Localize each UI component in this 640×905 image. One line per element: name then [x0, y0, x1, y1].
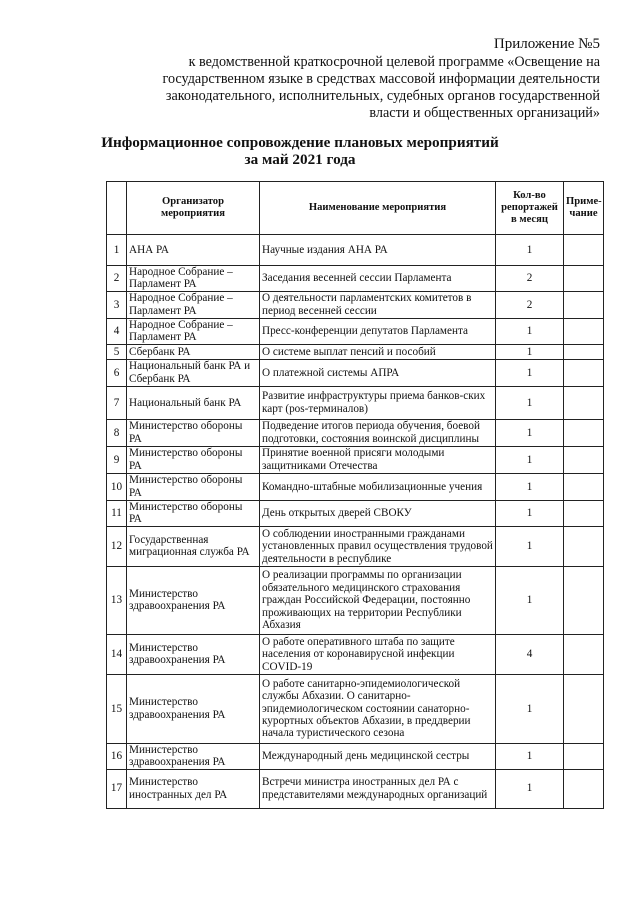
row-count: 1 [496, 359, 564, 386]
row-note [564, 266, 604, 292]
row-note [564, 235, 604, 266]
header-count: Кол-во репортажей в месяц [496, 182, 564, 235]
appendix-line: законодательного, исполнительных, судебных органов государственной [165, 88, 600, 104]
row-number: 11 [107, 500, 127, 526]
row-note [564, 500, 604, 526]
appendix-line: государственном языке в средствах массовой информации деятельности [162, 71, 600, 87]
table-row [107, 266, 604, 292]
row-event: О платежной системы АПРА [260, 359, 496, 386]
events-table [106, 181, 604, 809]
row-number: 17 [107, 769, 127, 808]
row-note [564, 634, 604, 674]
row-organizer: Министерство обороны РА [127, 500, 260, 526]
row-count: 1 [496, 674, 564, 743]
row-organizer: АНА РА [127, 235, 260, 266]
row-organizer: Министерство обороны РА [127, 419, 260, 446]
table-row [107, 500, 604, 526]
row-organizer: Сбербанк РА [127, 344, 260, 359]
row-number: 2 [107, 266, 127, 292]
row-organizer: Государственная миграционная служба РА [127, 526, 260, 566]
row-event: О работе санитарно-эпидемиологической службы Абхазии. О санитарно-эпидемиологическом состоянии санаторно-курортных объектов Абхазии, в преддверии начала туристического сезона [260, 674, 496, 743]
row-number: 7 [107, 386, 127, 419]
table-row [107, 386, 604, 419]
table-row [107, 674, 604, 743]
row-count: 1 [496, 743, 564, 769]
row-count: 1 [496, 419, 564, 446]
table-row [107, 566, 604, 634]
row-number: 3 [107, 291, 127, 318]
appendix-number: Приложение №5 [493, 36, 600, 52]
row-count: 1 [496, 566, 564, 634]
row-number: 13 [107, 566, 127, 634]
row-note [564, 291, 604, 318]
row-note [564, 419, 604, 446]
row-note [564, 674, 604, 743]
row-count: 1 [496, 318, 564, 344]
table-row [107, 446, 604, 473]
row-number: 1 [107, 235, 127, 266]
row-organizer: Министерство здравоохранения РА [127, 743, 260, 769]
row-number: 15 [107, 674, 127, 743]
row-note [564, 526, 604, 566]
row-organizer: Министерство обороны РА [127, 446, 260, 473]
title-line: за май 2021 года [244, 151, 356, 168]
row-organizer: Министерство здравоохранения РА [127, 634, 260, 674]
row-organizer: Министерство иностранных дел РА [127, 769, 260, 808]
row-event: О работе оперативного штаба по защите населения от коронавирусной инфекции COVID-19 [260, 634, 496, 674]
row-event: Подведение итогов периода обучения, боевой подготовки, состояния воинской дисциплины [260, 419, 496, 446]
row-event: Развитие инфраструктуры приема банков-ских карт (pos-терминалов) [260, 386, 496, 419]
header-organizer: Организатор мероприятия [127, 182, 260, 235]
row-number: 12 [107, 526, 127, 566]
table-row [107, 344, 604, 359]
header-event: Наименование мероприятия [260, 182, 496, 235]
row-number: 6 [107, 359, 127, 386]
row-number: 8 [107, 419, 127, 446]
row-count: 1 [496, 344, 564, 359]
row-count: 2 [496, 266, 564, 292]
table-row [107, 419, 604, 446]
row-number: 9 [107, 446, 127, 473]
table-row [107, 359, 604, 386]
document-title [100, 134, 500, 168]
row-note [564, 769, 604, 808]
table-row [107, 526, 604, 566]
row-event: Международный день медицинской сестры [260, 743, 496, 769]
row-organizer: Национальный банк РА [127, 386, 260, 419]
row-note [564, 344, 604, 359]
row-organizer: Народное Собрание – Парламент РА [127, 318, 260, 344]
row-note [564, 566, 604, 634]
table-row [107, 634, 604, 674]
appendix-line: власти и общественных организаций» [369, 105, 600, 121]
row-organizer: Министерство здравоохранения РА [127, 566, 260, 634]
row-number: 16 [107, 743, 127, 769]
row-event: О реализации программы по организации обязательного медицинского страхования граждан Российской Федерации, постоянно проживающих на территории Республики Абхазия [260, 566, 496, 634]
row-count: 1 [496, 473, 564, 500]
row-note [564, 473, 604, 500]
row-count: 1 [496, 769, 564, 808]
row-organizer: Министерство здравоохранения РА [127, 674, 260, 743]
header-number [107, 182, 127, 235]
table-header-row [107, 182, 604, 235]
title-line: Информационное сопровождение плановых мероприятий [101, 134, 499, 151]
row-number: 10 [107, 473, 127, 500]
row-note [564, 318, 604, 344]
row-number: 14 [107, 634, 127, 674]
row-event: Пресс-конференции депутатов Парламента [260, 318, 496, 344]
appendix-line: к ведомственной краткосрочной целевой программе «Освещение на [188, 54, 600, 70]
row-count: 1 [496, 235, 564, 266]
table-row [107, 743, 604, 769]
row-note [564, 446, 604, 473]
row-count: 1 [496, 446, 564, 473]
table-row [107, 235, 604, 266]
row-count: 1 [496, 386, 564, 419]
table-row [107, 318, 604, 344]
row-count: 1 [496, 526, 564, 566]
row-note [564, 359, 604, 386]
header-note: Приме-чание [564, 182, 604, 235]
row-organizer: Национальный банк РА и Сбербанк РА [127, 359, 260, 386]
row-event: Принятие военной присяги молодыми защитниками Отечества [260, 446, 496, 473]
row-note [564, 386, 604, 419]
row-event: Заседания весенней сессии Парламента [260, 266, 496, 292]
row-event: Научные издания АНА РА [260, 235, 496, 266]
row-event: О соблюдении иностранными гражданами установленных правил осуществления трудовой деятельности в республике [260, 526, 496, 566]
row-event: О системе выплат пенсий и пособий [260, 344, 496, 359]
row-number: 4 [107, 318, 127, 344]
row-organizer: Министерство обороны РА [127, 473, 260, 500]
row-organizer: Народное Собрание – Парламент РА [127, 291, 260, 318]
table-row [107, 769, 604, 808]
row-event: Командно-штабные мобилизационные учения [260, 473, 496, 500]
row-count: 4 [496, 634, 564, 674]
row-organizer: Народное Собрание – Парламент РА [127, 266, 260, 292]
row-event: День открытых дверей СВОКУ [260, 500, 496, 526]
row-count: 2 [496, 291, 564, 318]
row-count: 1 [496, 500, 564, 526]
table-row [107, 291, 604, 318]
row-note [564, 743, 604, 769]
row-number: 5 [107, 344, 127, 359]
table-row [107, 473, 604, 500]
appendix-header [100, 36, 600, 122]
row-event: Встречи министра иностранных дел РА с представителями международных организаций [260, 769, 496, 808]
row-event: О деятельности парламентских комитетов в период весенней сессии [260, 291, 496, 318]
